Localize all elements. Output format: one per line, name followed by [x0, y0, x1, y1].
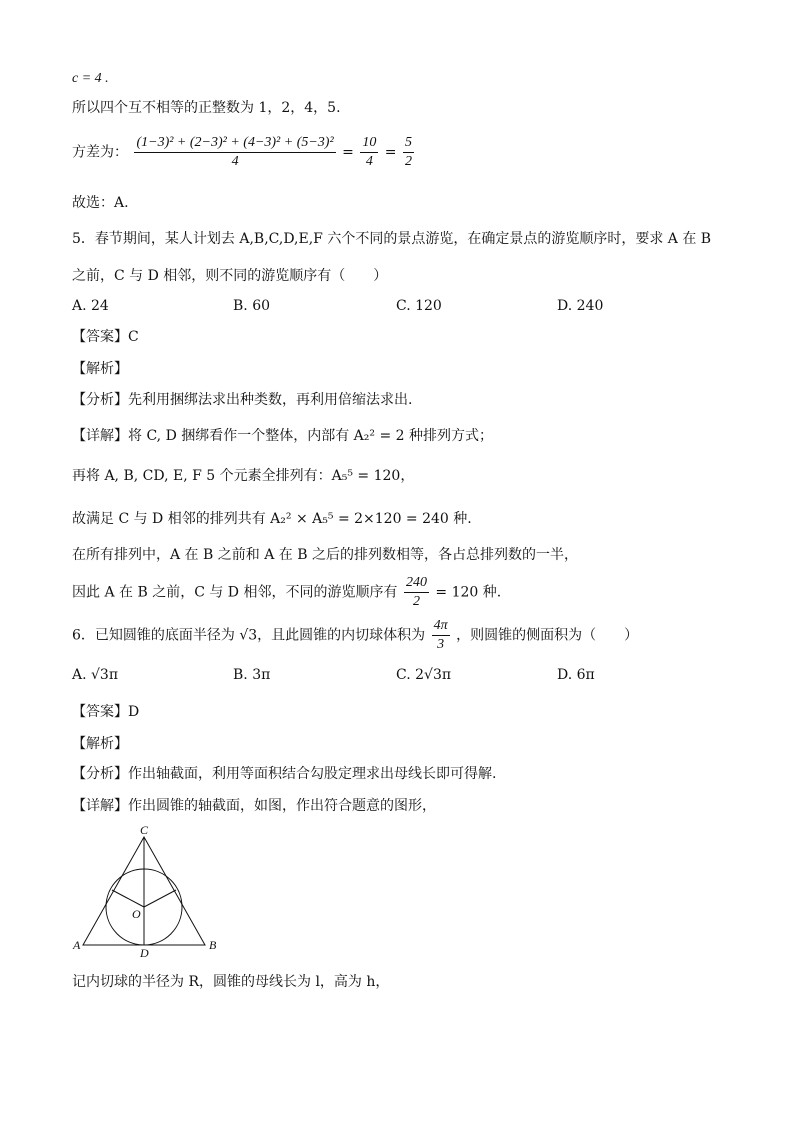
- label-b: B: [209, 938, 217, 952]
- q6-jiexi-heading: 【解析】: [72, 736, 128, 752]
- q6-option-d: D. 6π: [557, 667, 595, 683]
- numbers-line: 所以四个互不相等的正整数为 1，2，4，5.: [72, 100, 341, 116]
- fraction-numerator: 240: [404, 574, 429, 593]
- radius-right: [144, 890, 176, 907]
- variance-fraction: [134, 134, 335, 171]
- radius-left: [112, 890, 144, 907]
- q5-answer: 【答案】C: [72, 329, 139, 345]
- cone-cross-section-figure: [70, 822, 230, 957]
- fraction-denominator: 2: [412, 594, 420, 609]
- q6-option-b: B. 3π: [233, 667, 271, 683]
- q5-conclusion-result: = 120 种.: [435, 584, 502, 601]
- fraction-numerator: 5: [403, 134, 414, 153]
- q5-option-d: D. 240: [557, 298, 604, 314]
- q5-detail-line1: 【详解】将 C, D 捆绑看作一个整体，内部有 A₂² = 2 种排列方式；: [72, 428, 494, 444]
- fraction-denominator: 3: [437, 637, 445, 652]
- q6-stem: [72, 617, 638, 654]
- q5-conclusion-fraction: [404, 574, 429, 611]
- q5-conclusion-text: 因此 A 在 B 之前，C 与 D 相邻，不同的游览顺序有: [72, 584, 398, 601]
- label-c: C: [140, 823, 149, 837]
- label-d: D: [140, 946, 149, 957]
- q6-answer: 【答案】D: [72, 704, 140, 720]
- q5-stem-line2: 之前，C 与 D 相邻，则不同的游览顺序有（ ）: [72, 268, 388, 284]
- q5-option-b: B. 60: [233, 298, 271, 314]
- variance-numerator: (1−3)² + (2−3)² + (4−3)² + (5−3)²: [134, 134, 335, 153]
- label-o: O: [132, 907, 141, 921]
- equals-sign: =: [342, 144, 354, 161]
- fraction-ten-fourths: [360, 134, 378, 171]
- q6-option-a: A. √3π: [72, 667, 119, 683]
- fraction-numerator: 4π: [432, 617, 450, 636]
- q5-detail-line5: [72, 574, 501, 611]
- q5-detail-line2: 再将 A, B, CD, E, F 5 个元素全排列有：A₅⁵ = 120，: [72, 468, 415, 484]
- fraction-five-halves: [403, 134, 414, 171]
- q6-volume-fraction: [432, 617, 450, 654]
- fraction-numerator: 10: [360, 134, 378, 153]
- q6-detail: 【详解】作出圆锥的轴截面，如图，作出符合题意的图形，: [72, 798, 436, 814]
- q6-last-line: 记内切球的半径为 R，圆锥的母线长为 l，高为 h，: [72, 974, 390, 990]
- q5-option-c: C. 120: [396, 298, 442, 314]
- q6-stem-question: ，则圆锥的侧面积为（ ）: [456, 627, 639, 644]
- variance-line: [72, 134, 416, 171]
- c-equals-line: c = 4 .: [72, 71, 109, 86]
- q5-detail-line3: 故满足 C 与 D 相邻的排列共有 A₂² × A₅⁵ = 2×120 = 240 种.: [72, 511, 472, 527]
- q5-analysis: 【分析】先利用捆绑法求出种类数，再利用倍缩法求出.: [72, 392, 413, 408]
- equals-sign: =: [384, 144, 397, 161]
- q5-option-a: A. 24: [72, 298, 109, 314]
- variance-label: 方差为：: [72, 144, 128, 161]
- q6-stem-text: 6．已知圆锥的底面半径为 √3，且此圆锥的内切球体积为: [72, 627, 426, 644]
- q5-stem-line1: 5．春节期间，某人计划去 A,B,C,D,E,F 六个不同的景点游览，在确定景点的游览顺序时，要求 A 在 B: [72, 231, 712, 247]
- fraction-denominator: 2: [404, 154, 412, 169]
- q5-jiexi-heading: 【解析】: [72, 361, 128, 377]
- q6-analysis: 【分析】作出轴截面，利用等面积结合勾股定理求出母线长即可得解.: [72, 766, 497, 782]
- choose-a-line: 故选：A.: [72, 195, 129, 211]
- fraction-denominator: 4: [365, 154, 373, 169]
- label-a: A: [73, 938, 81, 952]
- q6-option-c: C. 2√3π: [396, 667, 452, 683]
- variance-denominator: 4: [231, 154, 239, 169]
- q5-detail-line4: 在所有排列中，A 在 B 之前和 A 在 B 之后的排列数相等，各占总排列数的一半，: [72, 547, 578, 563]
